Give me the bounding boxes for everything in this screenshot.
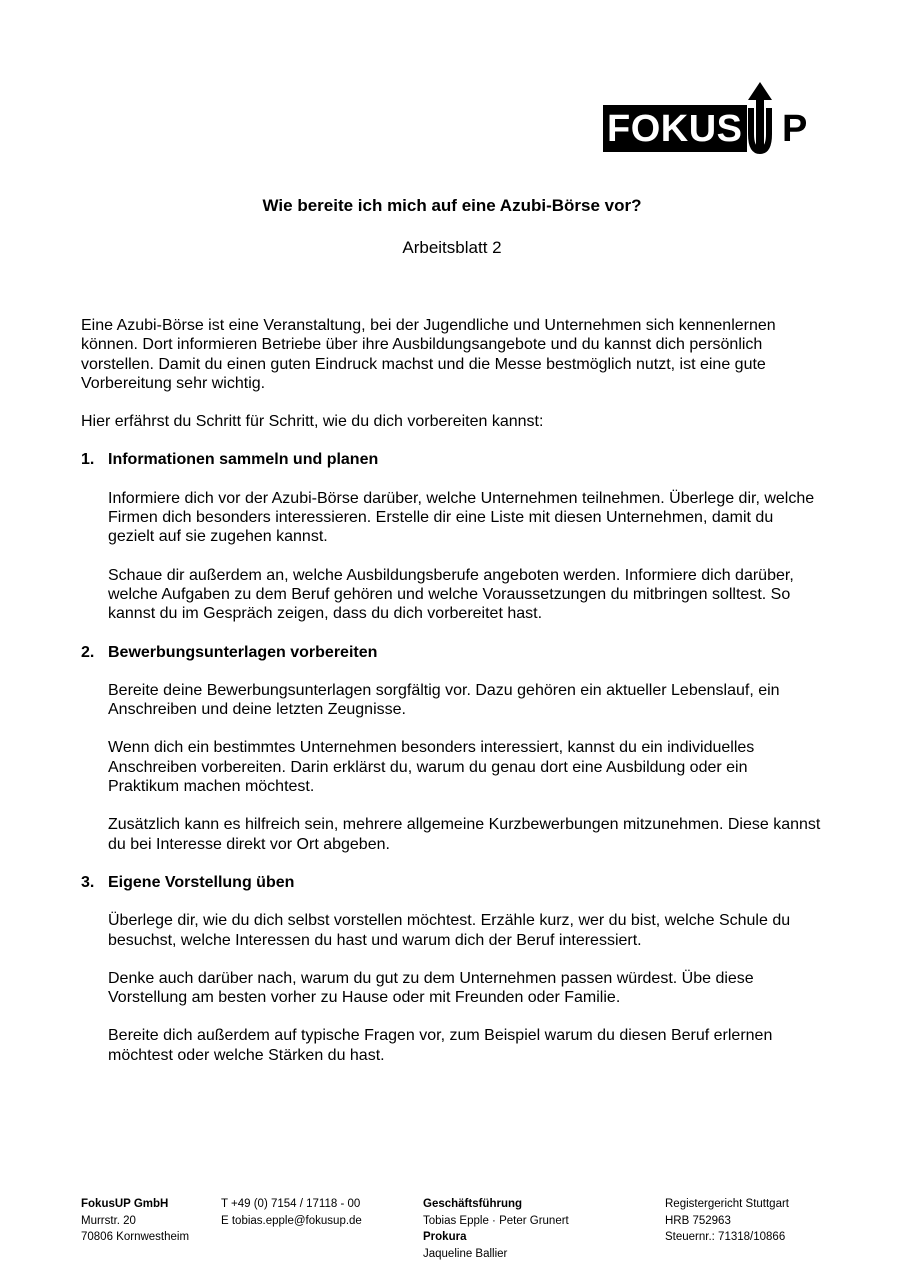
section-heading [81,873,821,892]
section-title: Informationen sammeln und planen [108,451,379,469]
section-paragraph: Bereite deine Bewerbungsunterlagen sorgfältig vor. Dazu gehören ein aktueller Lebenslauf, ein Anschreiben und deine letzten Zeugnisse. [108,681,780,719]
management-names: Tobias Epple · Peter Grunert [423,1214,569,1227]
section-paragraph: Bereite dich außerdem auf typische Fragen vor, zum Beispiel warum du diesen Beruf erlernen möchtest oder welche Stärken du hast. [108,1027,773,1064]
section-number: 3. [81,873,95,891]
page-subtitle: Arbeitsblatt 2 [402,238,502,257]
arrow-up-icon [745,82,775,154]
document-body [81,316,821,1084]
section-heading [81,643,821,662]
register-hrb: HRB 752963 [665,1214,731,1227]
footer-management [423,1196,569,1262]
page-title: Wie bereite ich mich auf eine Azubi-Börse vor? [262,196,642,215]
section-paragraph: Zusätzlich kann es hilfreich sein, mehrere allgemeine Kurzbewerbungen mitzunehmen. Diese kannst du bei Interesse direkt vor Ort abgeben. [108,816,821,853]
contact-phone: T +49 (0) 7154 / 17118 - 00 [221,1198,361,1210]
section-paragraph: Denke auch darüber nach, warum du gut zu dem Unternehmen passen würdest. Übe diese Vorstellung am besten vorher zu Hause oder mit Freunden oder Familie. [108,969,754,1007]
contact-email[interactable]: E tobias.epple@fokusup.de [221,1214,362,1227]
section-3 [81,873,821,1065]
section-number: 2. [81,643,95,661]
section-paragraph: Informiere dich vor der Azubi-Börse darüber, welche Unternehmen teilnehmen. Überlege dir, welche Firmen dich besonders interessieren. Erstelle dir eine Liste mit diesen Unternehmen, damit du gezielt auf sie zugehen kannst. [108,489,815,546]
logo-text-p: P [782,108,808,150]
prokura-label: Prokura [423,1231,467,1243]
section-title: Bewerbungsunterlagen vorbereiten [108,643,378,661]
section-number: 1. [81,451,95,469]
footer-company [81,1196,189,1246]
section-heading [81,450,821,469]
section-2 [81,643,821,854]
footer-register [665,1196,789,1246]
register-tax: Steuernr.: 71318/10866 [665,1231,786,1243]
company-name: FokusUP GmbH [81,1198,169,1210]
intro-paragraph: Eine Azubi-Börse ist eine Veranstaltung, bei der Jugendliche und Unternehmen sich kennenlernen können. Dort informieren Betriebe über ihre Ausbildungsangebote und du kannst dich persönlich vorstellen. Damit du einen guten Eindruck machst und die Messe bestmöglich nutzt, ist eine gute Vorbereitung sehr wichtig. [81,317,776,392]
company-street: Murrstr. 20 [81,1214,136,1227]
section-title: Eigene Vorstellung üben [108,873,295,891]
fokusup-logo [603,82,823,156]
register-court: Registergericht Stuttgart [665,1198,790,1210]
company-city: 70806 Kornwestheim [81,1231,190,1243]
prokura-name: Jaqueline Ballier [423,1247,508,1260]
logo-text-fokus: FOKUS [607,108,743,150]
section-paragraph: Wenn dich ein bestimmtes Unternehmen besonders interessiert, kannst du ein individuelles Anschreiben vorbereiten. Darin erklärst du, warum du genau dort eine Ausbildung oder ein Praktikum machen möchtest. [108,739,755,796]
section-paragraph: Schaue dir außerdem an, welche Ausbildungsberufe angeboten werden. Informiere dich darüber, welche Aufgaben zu dem Beruf gehören und welche Voraussetzungen du mitbringen solltest. So kannst du im Gespräch zeigen, dass du dich vorbereitet hast. [108,566,794,623]
section-paragraph: Überlege dir, wie du dich selbst vorstellen möchtest. Erzähle kurz, wer du bist, welche Schule du besuchst, welche Interessen du hast und warum dich der Beruf interessiert. [108,912,791,949]
intro-lead: Hier erfährst du Schritt für Schritt, wie du dich vorbereiten kannst: [81,413,544,431]
footer-contact [221,1196,362,1229]
management-label: Geschäftsführung [423,1198,523,1210]
section-1 [81,450,821,623]
